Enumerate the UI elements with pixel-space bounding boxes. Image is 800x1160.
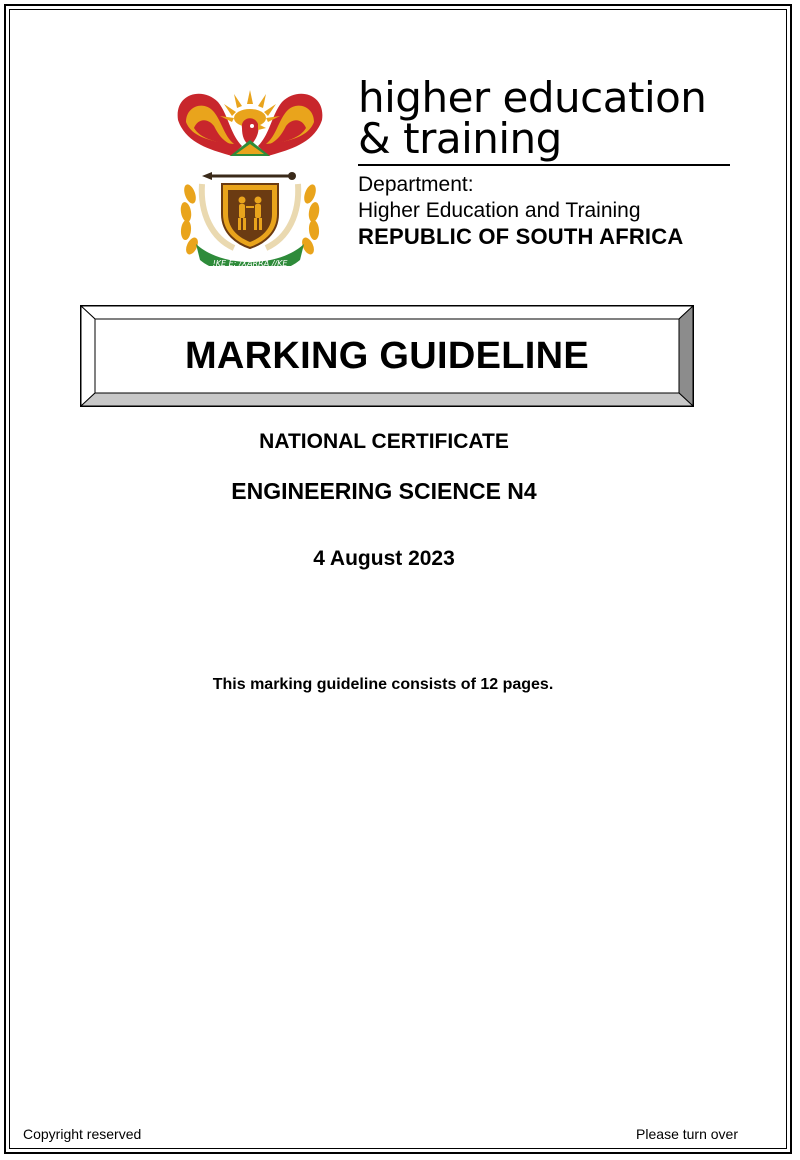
page-count-note: This marking guideline consists of 12 pages.	[212, 676, 554, 693]
crest-motto: !KE E: /XARRA //KE	[212, 259, 288, 266]
brand-divider	[358, 164, 730, 166]
document-title: MARKING GUIDELINE	[184, 334, 590, 377]
department-label: Department:	[358, 173, 474, 196]
title-frame	[80, 305, 694, 407]
footer-copyright: Copyright reserved	[23, 1126, 142, 1142]
coat-of-arms-icon	[172, 84, 328, 266]
footer-turn-over: Please turn over	[636, 1126, 738, 1142]
certificate-label: NATIONAL CERTIFICATE	[259, 430, 509, 453]
country-name: REPUBLIC OF SOUTH AFRICA	[358, 224, 684, 249]
brand-line-1: higher education	[358, 73, 707, 122]
department-branding	[358, 73, 738, 250]
subject-title: ENGINEERING SCIENCE N4	[231, 478, 537, 504]
department-name: Higher Education and Training	[358, 199, 641, 222]
exam-date: 4 August 2023	[313, 547, 455, 570]
brand-line-2: & training	[358, 114, 562, 163]
